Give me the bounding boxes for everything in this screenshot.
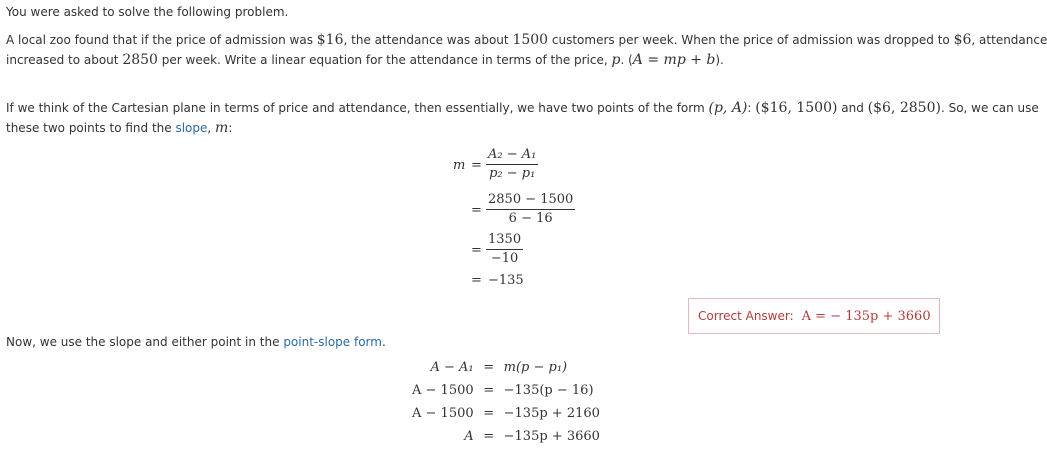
problem-text: , attendance: [971, 33, 1047, 47]
explanation-text: If we think of the Cartesian plane in terms of price and attendance, then essentially, we have two points of the form: [6, 101, 709, 115]
equation-rhs: −135p + 2160: [503, 406, 600, 421]
problem-text: A local zoo found that if the price of admission was: [6, 33, 317, 47]
problem-text: . (: [620, 53, 633, 67]
fraction-numerator: A₂ − A₁: [486, 146, 538, 165]
correct-answer-label: Correct Answer:: [698, 309, 794, 323]
explanation-line-2: [6, 118, 232, 138]
problem-text: increased to about: [6, 53, 123, 67]
point-slope-text: .: [381, 335, 386, 349]
attendance-2: 2850: [122, 52, 158, 68]
point-slope-equations: [408, 356, 604, 448]
equation-lhs: A − A₁: [430, 360, 474, 375]
point-slope-intro: [6, 332, 386, 352]
explanation-text: and: [837, 101, 868, 115]
equation-rhs: −135p + 3660: [503, 429, 600, 444]
equation-lhs: A − 1500: [412, 383, 474, 398]
explanation-text: . So, we can use: [940, 101, 1039, 115]
simplified-fraction: [486, 231, 523, 268]
price-1: $16: [316, 32, 344, 48]
slope-result: −135: [488, 273, 524, 288]
equation-equals: =: [483, 383, 495, 398]
point-2: ($6, 2850): [867, 100, 941, 116]
point-slope-text: Now, we use the slope and either point in the: [6, 335, 284, 349]
point-1: ($16, 1500): [755, 100, 838, 116]
equals-sign: =: [471, 243, 482, 258]
intro-text: You were asked to solve the following problem.: [6, 5, 289, 19]
linear-equation: A = mp + b: [632, 52, 716, 68]
equation-rhs: −135(p − 16): [503, 383, 594, 398]
point-form: (p, A): [708, 100, 748, 116]
equation-row: [408, 379, 604, 402]
fraction-numerator: 2850 − 1500: [486, 191, 575, 210]
problem-text: customers per week. When the price of admission was dropped to: [548, 33, 954, 47]
equation-row: [408, 402, 604, 425]
var-p: p: [611, 52, 621, 68]
var-m: m: [215, 120, 229, 136]
equation-equals: =: [483, 360, 495, 375]
substituted-fraction: [486, 191, 575, 228]
correct-answer-value: A = − 135p + 3660: [801, 308, 931, 324]
problem-text: per week. Write a linear equation for the attendance in terms of the price,: [157, 53, 612, 67]
equation-lhs: A: [464, 429, 474, 444]
equation-lhs: A − 1500: [412, 406, 474, 421]
problem-text: ).: [715, 53, 724, 67]
problem-text: , the attendance was about: [343, 33, 513, 47]
fraction-denominator: −10: [490, 251, 519, 266]
equals-sign: =: [471, 158, 482, 173]
fraction-numerator: 1350: [486, 231, 523, 250]
price-2: $6: [953, 32, 972, 48]
attendance-1: 1500: [512, 32, 549, 48]
fraction-denominator: p₂ − p₁: [489, 166, 536, 181]
explanation-line-1: [6, 98, 1039, 118]
explanation-text: ,: [207, 121, 216, 135]
problem-line-2: [6, 50, 724, 70]
equals-sign: =: [471, 203, 482, 218]
correct-answer-box: [688, 298, 940, 334]
slope-link[interactable]: slope: [175, 121, 208, 135]
equation-row: [408, 425, 604, 448]
explanation-text: :: [747, 101, 756, 115]
equation-equals: =: [483, 406, 495, 421]
equation-row: [408, 356, 604, 379]
problem-line-1: [6, 30, 1047, 50]
fraction-denominator: 6 − 16: [508, 211, 553, 226]
equals-sign: =: [471, 273, 482, 288]
slope-lhs: m: [453, 158, 466, 173]
slope-formula-fraction: [486, 146, 538, 183]
equation-equals: =: [483, 429, 495, 444]
point-slope-form-link[interactable]: point-slope form: [283, 335, 382, 349]
equation-rhs: m(p − p₁): [503, 360, 568, 375]
explanation-text: these two points to find the: [6, 121, 176, 135]
explanation-text: :: [228, 121, 233, 135]
